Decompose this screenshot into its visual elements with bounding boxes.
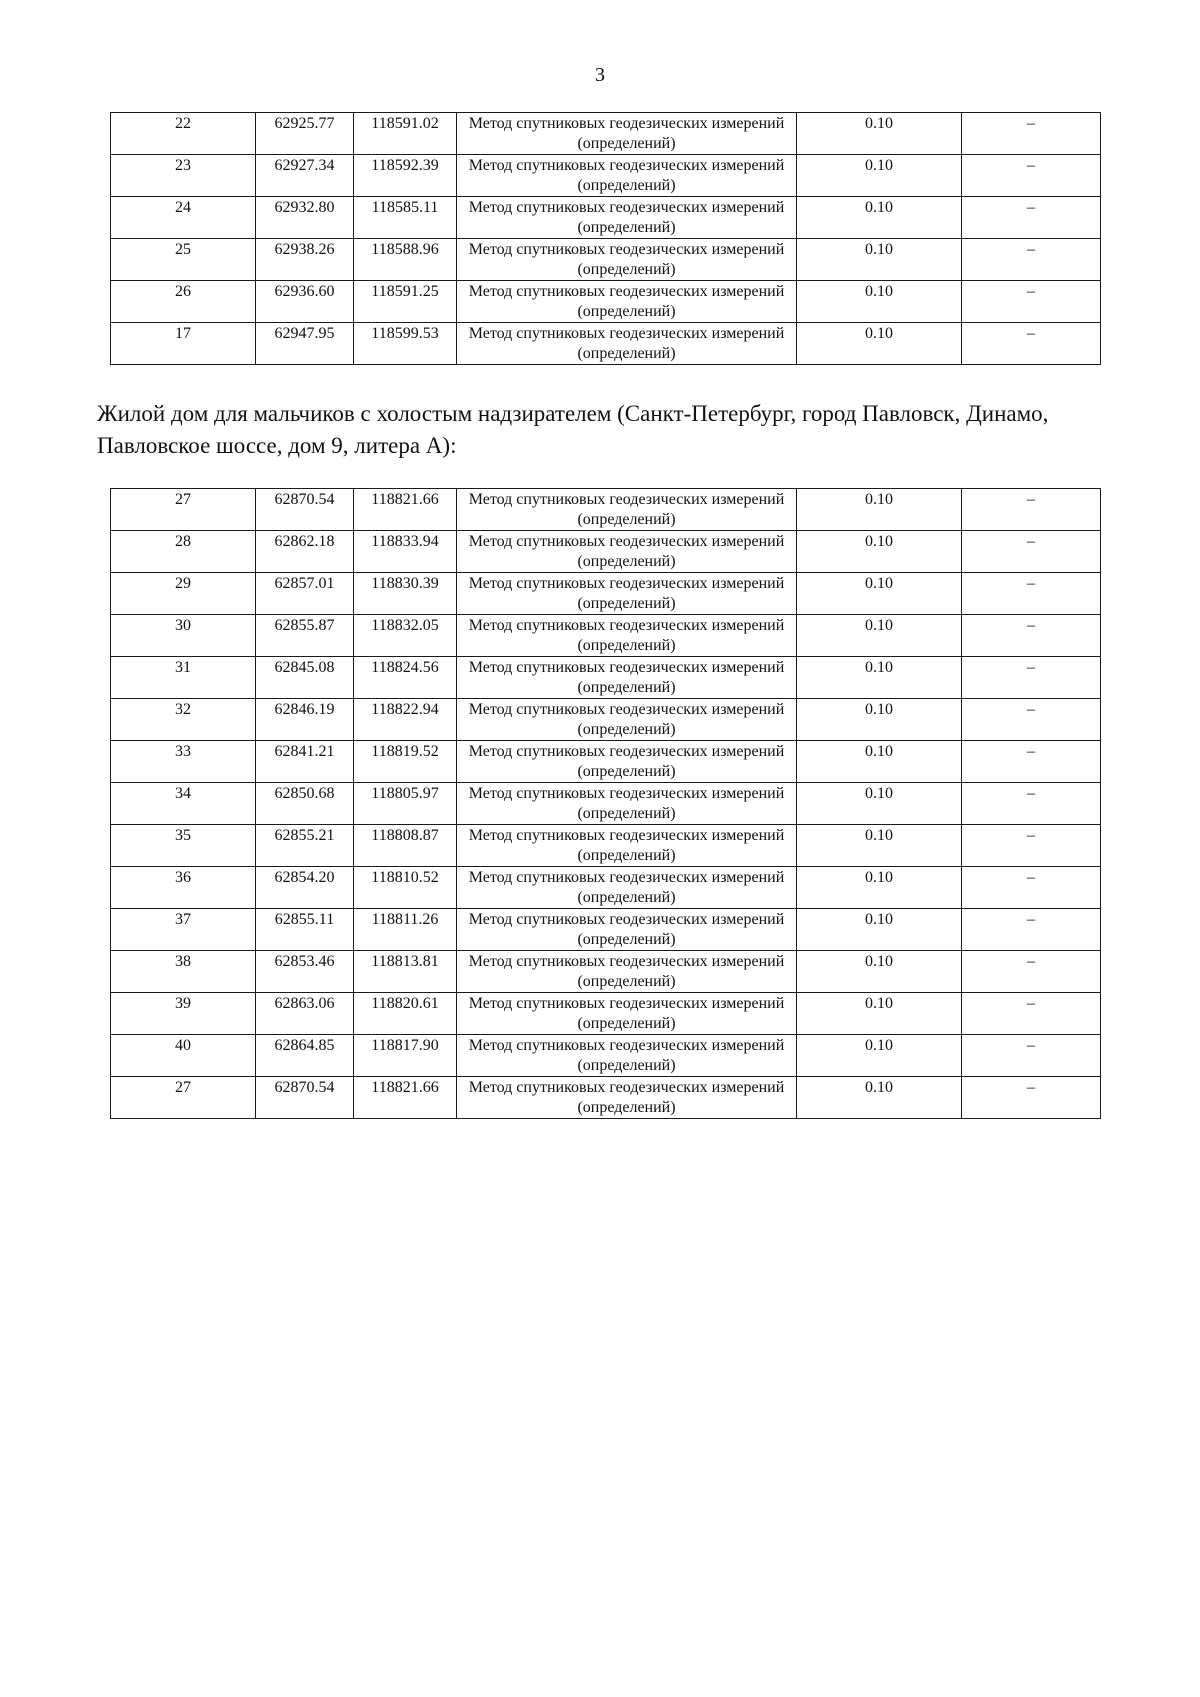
- point-number-cell: 24: [111, 197, 256, 239]
- coordinates-table-1: [110, 112, 1101, 365]
- point-number-cell: 33: [111, 741, 256, 783]
- method-cell: Метод спутниковых геодезических измерений (определений): [457, 155, 797, 197]
- y-coordinate-cell: 118811.26: [354, 909, 457, 951]
- y-coordinate-cell: 118832.05: [354, 615, 457, 657]
- method-cell: Метод спутниковых геодезических измерений (определений): [457, 783, 797, 825]
- note-cell: –: [962, 951, 1101, 993]
- method-cell: Метод спутниковых геодезических измерений (определений): [457, 239, 797, 281]
- x-coordinate-cell: 62853.46: [256, 951, 354, 993]
- method-cell: Метод спутниковых геодезических измерений (определений): [457, 197, 797, 239]
- method-cell: Метод спутниковых геодезических измерений (определений): [457, 323, 797, 365]
- accuracy-cell: 0.10: [797, 825, 962, 867]
- y-coordinate-cell: 118585.11: [354, 197, 457, 239]
- y-coordinate-cell: 118810.52: [354, 867, 457, 909]
- method-cell: Метод спутниковых геодезических измерений (определений): [457, 657, 797, 699]
- accuracy-cell: 0.10: [797, 867, 962, 909]
- table-row: [111, 1077, 1101, 1119]
- table-row: [111, 197, 1101, 239]
- note-cell: –: [962, 573, 1101, 615]
- table-row: [111, 155, 1101, 197]
- x-coordinate-cell: 62850.68: [256, 783, 354, 825]
- note-cell: –: [962, 531, 1101, 573]
- table-row: [111, 113, 1101, 155]
- note-cell: –: [962, 909, 1101, 951]
- accuracy-cell: 0.10: [797, 323, 962, 365]
- y-coordinate-cell: 118805.97: [354, 783, 457, 825]
- method-cell: Метод спутниковых геодезических измерений (определений): [457, 909, 797, 951]
- table-row: [111, 281, 1101, 323]
- accuracy-cell: 0.10: [797, 281, 962, 323]
- accuracy-cell: 0.10: [797, 1077, 962, 1119]
- accuracy-cell: 0.10: [797, 531, 962, 573]
- point-number-cell: 29: [111, 573, 256, 615]
- table-row: [111, 615, 1101, 657]
- table-row: [111, 699, 1101, 741]
- point-number-cell: 36: [111, 867, 256, 909]
- note-cell: –: [962, 281, 1101, 323]
- table-row: [111, 825, 1101, 867]
- point-number-cell: 22: [111, 113, 256, 155]
- method-cell: Метод спутниковых геодезических измерений (определений): [457, 699, 797, 741]
- x-coordinate-cell: 62947.95: [256, 323, 354, 365]
- point-number-cell: 23: [111, 155, 256, 197]
- method-cell: Метод спутниковых геодезических измерений (определений): [457, 1077, 797, 1119]
- table-row: [111, 1035, 1101, 1077]
- method-cell: Метод спутниковых геодезических измерений (определений): [457, 573, 797, 615]
- x-coordinate-cell: 62932.80: [256, 197, 354, 239]
- y-coordinate-cell: 118822.94: [354, 699, 457, 741]
- point-number-cell: 25: [111, 239, 256, 281]
- point-number-cell: 40: [111, 1035, 256, 1077]
- page-number: 3: [595, 64, 605, 86]
- method-cell: Метод спутниковых геодезических измерений (определений): [457, 1035, 797, 1077]
- x-coordinate-cell: 62870.54: [256, 1077, 354, 1119]
- y-coordinate-cell: 118833.94: [354, 531, 457, 573]
- x-coordinate-cell: 62846.19: [256, 699, 354, 741]
- note-cell: –: [962, 155, 1101, 197]
- accuracy-cell: 0.10: [797, 155, 962, 197]
- x-coordinate-cell: 62864.85: [256, 1035, 354, 1077]
- x-coordinate-cell: 62870.54: [256, 489, 354, 531]
- x-coordinate-cell: 62855.11: [256, 909, 354, 951]
- accuracy-cell: 0.10: [797, 573, 962, 615]
- accuracy-cell: 0.10: [797, 699, 962, 741]
- accuracy-cell: 0.10: [797, 657, 962, 699]
- note-cell: –: [962, 993, 1101, 1035]
- table-row: [111, 489, 1101, 531]
- table-row: [111, 951, 1101, 993]
- note-cell: –: [962, 825, 1101, 867]
- method-cell: Метод спутниковых геодезических измерений (определений): [457, 113, 797, 155]
- method-cell: Метод спутниковых геодезических измерений (определений): [457, 825, 797, 867]
- y-coordinate-cell: 118591.25: [354, 281, 457, 323]
- point-number-cell: 26: [111, 281, 256, 323]
- note-cell: –: [962, 783, 1101, 825]
- table-row: [111, 909, 1101, 951]
- method-cell: Метод спутниковых геодезических измерений (определений): [457, 867, 797, 909]
- accuracy-cell: 0.10: [797, 489, 962, 531]
- x-coordinate-cell: 62936.60: [256, 281, 354, 323]
- note-cell: –: [962, 197, 1101, 239]
- table-row: [111, 323, 1101, 365]
- x-coordinate-cell: 62862.18: [256, 531, 354, 573]
- y-coordinate-cell: 118591.02: [354, 113, 457, 155]
- x-coordinate-cell: 62938.26: [256, 239, 354, 281]
- table-row: [111, 239, 1101, 281]
- method-cell: Метод спутниковых геодезических измерений (определений): [457, 615, 797, 657]
- note-cell: –: [962, 867, 1101, 909]
- point-number-cell: 27: [111, 1077, 256, 1119]
- y-coordinate-cell: 118588.96: [354, 239, 457, 281]
- accuracy-cell: 0.10: [797, 741, 962, 783]
- coordinates-table-2: [110, 488, 1101, 1119]
- x-coordinate-cell: 62854.20: [256, 867, 354, 909]
- table-row: [111, 867, 1101, 909]
- table-row: [111, 531, 1101, 573]
- y-coordinate-cell: 118599.53: [354, 323, 457, 365]
- note-cell: –: [962, 239, 1101, 281]
- point-number-cell: 35: [111, 825, 256, 867]
- y-coordinate-cell: 118830.39: [354, 573, 457, 615]
- method-cell: Метод спутниковых геодезических измерений (определений): [457, 281, 797, 323]
- y-coordinate-cell: 118819.52: [354, 741, 457, 783]
- point-number-cell: 32: [111, 699, 256, 741]
- x-coordinate-cell: 62855.21: [256, 825, 354, 867]
- y-coordinate-cell: 118821.66: [354, 1077, 457, 1119]
- x-coordinate-cell: 62863.06: [256, 993, 354, 1035]
- section-caption: Жилой дом для мальчиков с холостым надзирателем (Санкт-Петербург, город Павловск, Динамо, Павловское шоссе, дом 9, литера А):: [97, 401, 1049, 458]
- accuracy-cell: 0.10: [797, 113, 962, 155]
- point-number-cell: 38: [111, 951, 256, 993]
- y-coordinate-cell: 118824.56: [354, 657, 457, 699]
- note-cell: –: [962, 323, 1101, 365]
- y-coordinate-cell: 118821.66: [354, 489, 457, 531]
- method-cell: Метод спутниковых геодезических измерений (определений): [457, 531, 797, 573]
- accuracy-cell: 0.10: [797, 951, 962, 993]
- note-cell: –: [962, 1035, 1101, 1077]
- y-coordinate-cell: 118813.81: [354, 951, 457, 993]
- x-coordinate-cell: 62855.87: [256, 615, 354, 657]
- accuracy-cell: 0.10: [797, 1035, 962, 1077]
- y-coordinate-cell: 118592.39: [354, 155, 457, 197]
- x-coordinate-cell: 62857.01: [256, 573, 354, 615]
- method-cell: Метод спутниковых геодезических измерений (определений): [457, 993, 797, 1035]
- accuracy-cell: 0.10: [797, 909, 962, 951]
- point-number-cell: 17: [111, 323, 256, 365]
- table-row: [111, 573, 1101, 615]
- note-cell: –: [962, 699, 1101, 741]
- point-number-cell: 31: [111, 657, 256, 699]
- note-cell: –: [962, 615, 1101, 657]
- note-cell: –: [962, 489, 1101, 531]
- note-cell: –: [962, 113, 1101, 155]
- note-cell: –: [962, 657, 1101, 699]
- accuracy-cell: 0.10: [797, 239, 962, 281]
- y-coordinate-cell: 118808.87: [354, 825, 457, 867]
- table-row: [111, 741, 1101, 783]
- accuracy-cell: 0.10: [797, 993, 962, 1035]
- point-number-cell: 37: [111, 909, 256, 951]
- method-cell: Метод спутниковых геодезических измерений (определений): [457, 489, 797, 531]
- method-cell: Метод спутниковых геодезических измерений (определений): [457, 951, 797, 993]
- point-number-cell: 34: [111, 783, 256, 825]
- note-cell: –: [962, 741, 1101, 783]
- x-coordinate-cell: 62841.21: [256, 741, 354, 783]
- note-cell: –: [962, 1077, 1101, 1119]
- table-row: [111, 993, 1101, 1035]
- method-cell: Метод спутниковых геодезических измерений (определений): [457, 741, 797, 783]
- y-coordinate-cell: 118820.61: [354, 993, 457, 1035]
- x-coordinate-cell: 62925.77: [256, 113, 354, 155]
- accuracy-cell: 0.10: [797, 783, 962, 825]
- table-row: [111, 783, 1101, 825]
- y-coordinate-cell: 118817.90: [354, 1035, 457, 1077]
- point-number-cell: 39: [111, 993, 256, 1035]
- point-number-cell: 28: [111, 531, 256, 573]
- table-row: [111, 657, 1101, 699]
- x-coordinate-cell: 62845.08: [256, 657, 354, 699]
- x-coordinate-cell: 62927.34: [256, 155, 354, 197]
- accuracy-cell: 0.10: [797, 615, 962, 657]
- point-number-cell: 27: [111, 489, 256, 531]
- accuracy-cell: 0.10: [797, 197, 962, 239]
- point-number-cell: 30: [111, 615, 256, 657]
